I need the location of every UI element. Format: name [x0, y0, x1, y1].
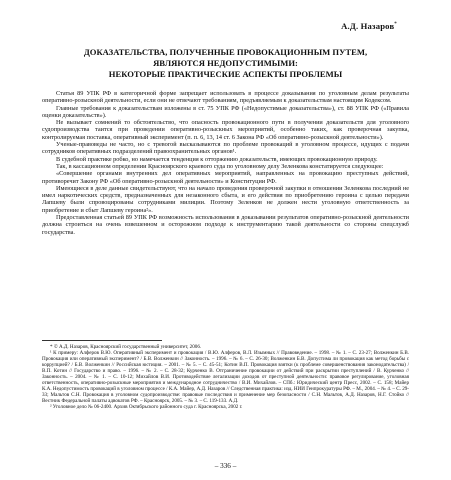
- article-body: [42, 90, 409, 236]
- paragraph: Ученые-правоведы не часто, но с тревогой высказываются по проблеме провокаций в уголовном процессе, идущих с подачи сотрудников оперативных подразделений правоохранительных органов¹.: [42, 141, 409, 156]
- page-number: [0, 462, 451, 470]
- paragraph: Предоставленная статьей 89 УПК РФ возможность использования в доказывании результатов оперативно-розыскной деятельности должна строиться на очень взвешенном и осторожном подходе к инструментарию такой деятельности со стороны спецслужб государства.: [42, 214, 409, 236]
- author-name: [341, 21, 397, 31]
- paragraph: В судебной практике робко, но намечается тенденция к отторжению доказательств, имеющих провокационную природу.: [56, 155, 378, 163]
- title-line: НЕКОТОРЫЕ ПРАКТИЧЕСКИЕ АСПЕКТЫ ПРОБЛЕМЫ: [108, 69, 343, 79]
- page-number-text: – 336 –: [214, 462, 237, 470]
- footnote-separator: [42, 340, 162, 341]
- footnote: ² Уголовное дело № 06-2400. Архив Октябрьского районного суда г. Красноярска, 2002 г.: [50, 404, 243, 411]
- footnote: ¹ К примеру: Алферов В.Ю. Оперативный эксперимент и провокация / В.Ю. Алферов, В.Л. Изымных // Правоведение. – 1998. – № 1. – С. 23-27; Волженкин Б.В. Провокация или оперативный эксперимент? / Б.В. Волженкин // Законность. – 1996. – № 6. – С. 26-30; Волженкин Б.В. Допустима ли провокация как метод борьбы с коррупцией? / Б.В. Волженкин // Российская юстиция. – 2001. – № 5. – С. 45-51; Котин В.П. Провокация взятки (к проблеме совершенствования законодательства) / В.П. Котин // Государство и право. – 1996. – № 2. – С. 28-32; Курченко В. Отграничение провокации от действий при раскрытии преступлений / В. Курченко // Законность. – 2004. – № 1. – С. 10-12; Михайлов В.И. Противодействие легализации доходов от преступной деятельности: правовое регулирование, уголовная ответственность, оперативно-розыскные мероприятия и международное сотрудничество / В.И. Михайлов. – СПб.: Юридический центр Пресс, 2002. – С. 158; Майер К.А. Недопустимость провокаций в уголовном процессе / К.А. Майер, А.Д. Назаров // Следственная практика: изд. НИИ Генпрокуратуры РФ. – М., 2004. – № 4. – С. 29-33; Мальтов С.Н. Провокация в уголовном судопроизводстве: правовые последствия и применение мер безопасности / С.Н. Мальтов, А.Д. Назаров, Н.Г. Стойко // Вестник Федеральной палаты адвокатов РФ. – Красноярск, 2005. – № 3. – С. 119-133. А.Д.: [42, 350, 409, 405]
- footnotes: [42, 344, 409, 411]
- paragraph: Статья 89 УПК РФ в категоричной форме запрещает использовать в процессе доказывания по уголовным делам результаты оперативно-розыскной деятельности, если они не отвечают требованиям, предъявляемым к доказательствам настоящим Кодексом.: [42, 90, 409, 105]
- title-line: ДОКАЗАТЕЛЬСТВА, ПОЛУЧЕННЫЕ ПРОВОКАЦИОННЫМ ПУТЕМ,: [83, 47, 368, 57]
- paragraph: Так, в кассационном определении Красноярского краевого суда по уголовному делу Зеленкова констатируется следующее:: [56, 162, 384, 170]
- paragraph: Главные требования к доказательствам изложены в ст. 75 УПК РФ («Недопустимые доказательства»), ст. 88 УПК РФ («Правила оценки доказательств»).: [42, 104, 409, 119]
- author-footnote-mark: *: [394, 22, 397, 28]
- title-line: ЯВЛЯЮТСЯ НЕДОПУСТИМЫМИ:: [153, 58, 298, 68]
- article-title: [60, 47, 391, 80]
- footnote: * © А.Д. Назаров, Красноярский государственный университет, 2006.: [50, 344, 202, 350]
- quote-paragraph: «Совершение органами внутренних дел оперативных мероприятий, направленных на провокацию преступных действий, противоречит Закону РФ «Об оперативно-розыскной деятельности» и Конституции РФ.: [42, 170, 409, 185]
- quote-paragraph: Имеющиеся в деле данные свидетельствуют, что на начало проведения проверочной закупки в отношении Зеленкова последний не имел наркотических средств, предназначенных для незаконного сбыта, и его действия по приобретению героина с целью передачи Лапшеву были спровоцированы сотрудниками милиции. Поэтому Зеленков не должен нести уголовную ответственность за приобретение и сбыт Лапшеву героина²».: [42, 184, 409, 214]
- author-text: А.Д. Назаров: [341, 21, 395, 31]
- paragraph: Не вызывает сомнений то обстоятельство, что опасность провокационного пути в получении доказательств для уголовного судопроизводства таится при проведении оперативно-розыскных мероприятий, особенно таких, как проверочная закупка, контролируемая поставка, оперативный эксперимент (п. п. 6, 13, 14 ст. 6 Закона РФ «Об оперативно-розыскной деятельности»).: [42, 119, 409, 141]
